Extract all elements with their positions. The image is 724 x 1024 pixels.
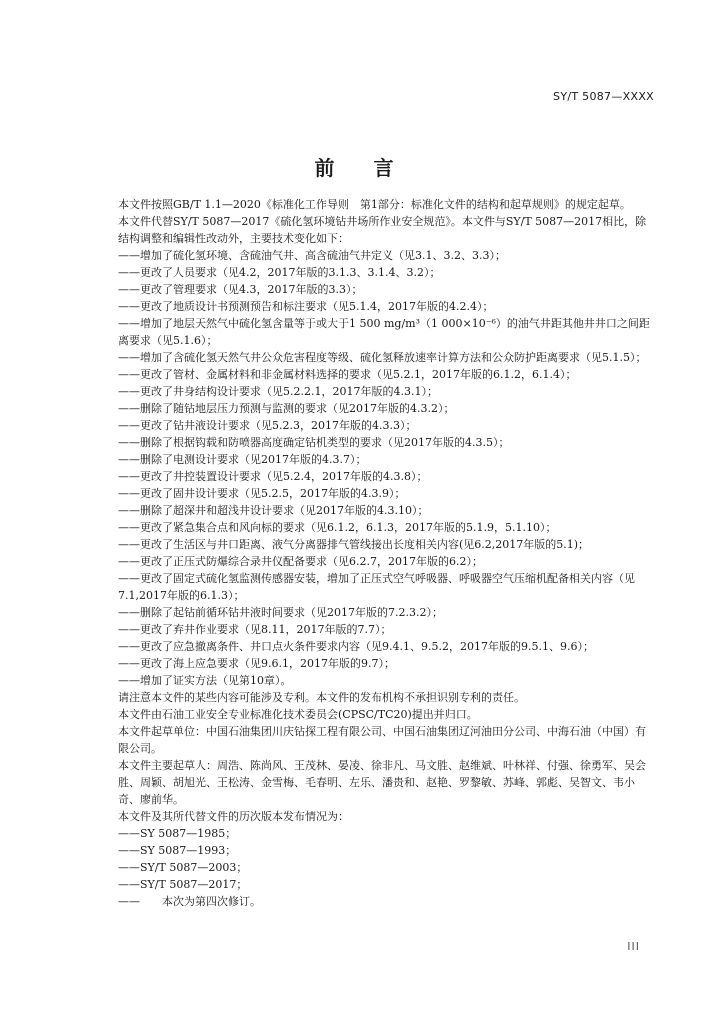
change-item: ——更改了生活区与井口距离、液气分离器排气管线接出长度相关内容(见6.2,2017年版的5.1)； [118, 538, 590, 551]
history-intro: 本文件及其所代替文件的历次版本发布情况为： [118, 810, 349, 823]
change-item: ——增加了含硫化氢天然气井公众危害程度等级、硫化氢释放速率计算方法和公众防护距离要求（见5.1.5）； [118, 351, 647, 364]
change-item: ——增加了地层天然气中硫化氢含量等于或大于1 500 mg/m³（1 000×10⁻⁶）的油气井距其他井井口之间距离要求（见5.1.6）； [118, 317, 650, 347]
change-item: ——删除了起钻前循环钻井液时间要求（见2017年版的7.2.3.2）； [118, 606, 443, 619]
change-item: ——更改了海上应急要求（见9.6.1，2017年版的9.7）； [118, 657, 395, 670]
change-item: ——删除了电测设计要求（见2017年版的4.3.7）； [118, 453, 367, 466]
patent-note: 请注意本文件的某些内容可能涉及专利。本文件的发布机构不承担识别专利的责任。 [118, 691, 525, 704]
drafting-units: 本文件起草单位：中国石油集团川庆钻探工程有限公司、中国石油集团辽河油田分公司、中海石油（中国）有限公司。 [118, 725, 646, 755]
document-code: SY/T 5087—XXXX [553, 90, 654, 103]
change-item: ——更改了人员要求（见4.2，2017年版的3.1.3、3.1.4、3.2）； [118, 266, 441, 279]
changes-list [118, 247, 656, 689]
change-item: ——更改了管材、金属材料和非金属材料选择的要求（见5.2.1，2017年版的6.1.2，6.1.4）； [118, 368, 577, 381]
history-item: ——SY/T 5087—2017； [118, 878, 248, 891]
change-item: ——更改了固定式硫化氢监测传感器安装，增加了正压式空气呼吸器、呼吸器空气压缩机配备相关内容（见7.1,2017年版的6.1.3）； [118, 572, 635, 602]
change-item: ——更改了弃井作业要求（见8.11，2017年版的7.7）； [118, 623, 392, 636]
change-item: ——删除了随钻地层压力预测与监测的要求（见2017年版的4.3.2）； [118, 402, 455, 415]
committee-note: 本文件由石油工业安全专业标准化技术委员会(CPSC/TC20)提出并归口。 [118, 708, 478, 721]
history-item: ——SY 5087—1993； [118, 844, 237, 857]
change-item: ——更改了紧急集合点和风向标的要求（见6.1.2，6.1.3，2017年版的5.1.9，5.1.10）； [118, 521, 557, 534]
drafters: 本文件主要起草人：周浩、陈尚风、王茂林、晏凌、徐非凡、马文胜、赵维斌、叶林祥、付强、徐勇军、吴会胜、周颖、胡旭光、王松涛、金雪梅、毛春明、左乐、潘贵和、赵艳、罗黎敏、苏峰、郭彪、吴智文、韦小奇、廖前华。 [118, 759, 646, 806]
change-item: ——增加了证实方法（见第10章）。 [118, 674, 292, 687]
change-item: ——增加了硫化氢环境、含硫油气井、高含硫油气井定义（见3.1、3.2、3.3）； [118, 249, 506, 262]
change-item: ——更改了管理要求（见4.3，2017年版的3.3）； [118, 283, 363, 296]
change-item: ——更改了井身结构设计要求（见5.2.2.1，2017年版的4.3.1）； [118, 385, 438, 398]
history-item: ——SY/T 5087—2003； [118, 861, 248, 874]
history-item: —— 本次为第四次修订。 [118, 895, 261, 908]
notes-section [118, 689, 656, 825]
change-item: ——更改了井控装置设计要求（见5.2.4，2017年版的4.3.8）； [118, 470, 428, 483]
change-item: ——删除了根据钩载和防喷器高度确定钻机类型的要求（见2017年版的4.3.5）； [118, 436, 510, 449]
change-item: ——更改了地质设计书预测预告和标注要求（见5.1.4，2017年版的4.2.4）； [118, 300, 494, 313]
change-item: ——更改了应急撤离条件、井口点火条件要求内容（见9.4.1、9.5.2，2017年版的9.5.1、9.6）； [118, 640, 594, 653]
page-number: III [627, 940, 640, 953]
intro-paragraph-1 [118, 196, 656, 213]
history-item: ——SY 5087—1985； [118, 827, 237, 840]
change-item: ——删除了超深井和超浅井设计要求（见2017年版的4.3.10）； [118, 504, 429, 517]
change-item: ——更改了钻井液设计要求（见5.2.3，2017年版的4.3.3）； [118, 419, 417, 432]
intro-text-2: 本文件代替SY/T 5087—2017《硫化氢环境钻井场所作业安全规范》。本文件与SY/T 5087—2017相比，除结构调整和编辑性改动外，主要技术变化如下： [118, 215, 647, 245]
change-item: ——更改了正压式防爆综合录井仪配备要求（见6.2.7，2017年版的6.2）； [118, 555, 483, 568]
page-title: 前 言 [314, 156, 410, 180]
history-list [118, 825, 656, 910]
intro-text-1: 本文件按照GB/T 1.1—2020《标准化工作导则 第1部分：标准化文件的结构和起草规则》的规定起草。 [118, 198, 631, 211]
intro-paragraph-2 [118, 213, 656, 247]
change-item: ——更改了固井设计要求（见5.2.5，2017年版的4.3.9）； [118, 487, 406, 500]
foreword-body [118, 196, 656, 910]
